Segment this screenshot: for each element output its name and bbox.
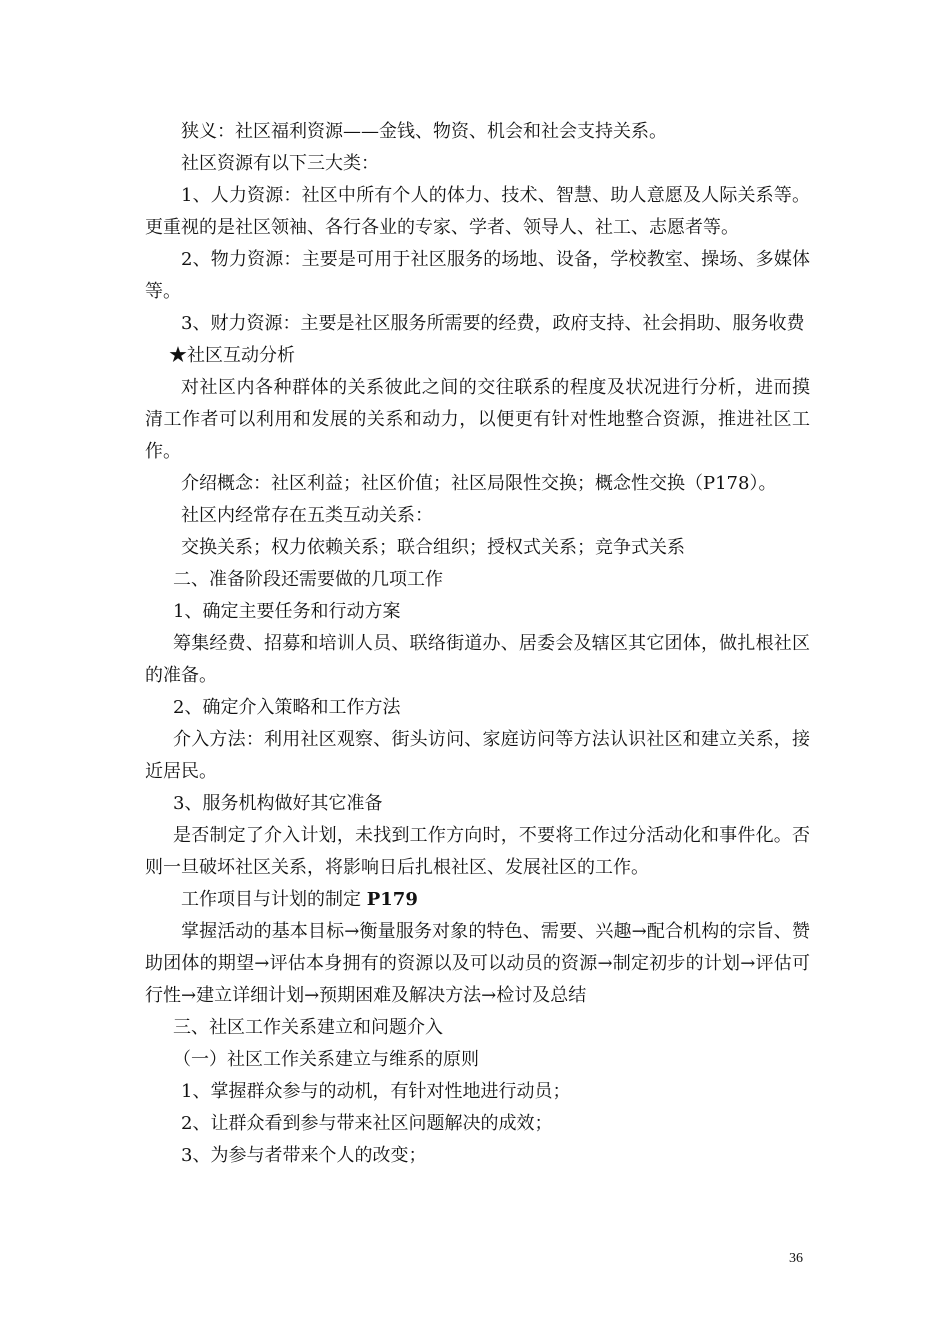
paragraph: 筹集经费、招募和培训人员、联络街道办、居委会及辖区其它团体，做扎根社区的准备。: [145, 633, 810, 686]
paragraph: 狭义：社区福利资源——金钱、物资、机会和社会支持关系。: [181, 121, 667, 142]
list-item: 1、掌握群众参与的动机，有针对性地进行动员；: [181, 1081, 571, 1102]
section-heading: 二、准备阶段还需要做的几项工作: [173, 569, 443, 590]
page-reference: P179: [366, 889, 418, 910]
subsection-heading: 3、服务机构做好其它准备: [173, 793, 383, 814]
paragraph: [145, 884, 810, 916]
paragraph: 社区资源有以下三大类：: [181, 153, 379, 174]
paragraph: 社区内经常存在五类互动关系：: [181, 505, 433, 526]
subsection-heading: （一）社区工作关系建立与维系的原则: [173, 1049, 479, 1070]
paragraph: 对社区内各种群体的关系彼此之间的交往联系的程度及状况进行分析，进而摸清工作者可以利用和发展的关系和动力，以便更有针对性地整合资源，推进社区工作。: [145, 377, 810, 462]
section-heading: ★社区互动分析: [169, 345, 295, 366]
paragraph-text: 工作项目与计划的制定: [181, 889, 367, 910]
paragraph: 掌握活动的基本目标→衡量服务对象的特色、需要、兴趣→配合机构的宗旨、赞助团体的期望→评估本身拥有的资源以及可以动员的资源→制定初步的计划→评估可行性→建立详细计划→预期困难及解决方法→检讨及总结: [145, 921, 810, 1006]
paragraph: 是否制定了介入计划，未找到工作方向时，不要将工作过分活动化和事件化。否则一旦破坏社区关系，将影响日后扎根社区、发展社区的工作。: [145, 825, 810, 878]
document-body: [145, 116, 810, 1172]
paragraph: 1、人力资源：社区中所有个人的体力、技术、智慧、助人意愿及人际关系等。更重视的是社区领袖、各行各业的专家、学者、领导人、社工、志愿者等。: [145, 185, 810, 238]
list-item: 2、让群众看到参与带来社区问题解决的成效；: [181, 1113, 553, 1134]
subsection-heading: 2、确定介入策略和工作方法: [173, 697, 401, 718]
paragraph: 3、财力资源：主要是社区服务所需要的经费，政府支持、社会捐助、服务收费: [181, 313, 805, 334]
subsection-heading: 1、确定主要任务和行动方案: [173, 601, 401, 622]
paragraph: 交换关系；权力依赖关系；联合组织；授权式关系；竞争式关系: [181, 537, 685, 558]
paragraph: 介绍概念：社区利益；社区价值；社区局限性交换；概念性交换（P178）。: [181, 473, 777, 494]
paragraph: 介入方法：利用社区观察、街头访问、家庭访问等方法认识社区和建立关系，接近居民。: [145, 729, 810, 782]
section-heading: 三、社区工作关系建立和问题介入: [173, 1017, 443, 1038]
list-item: 3、为参与者带来个人的改变；: [181, 1145, 427, 1166]
page-number: 36: [789, 1251, 803, 1266]
paragraph: 2、物力资源：主要是可用于社区服务的场地、设备，学校教室、操场、多媒体等。: [145, 249, 810, 302]
